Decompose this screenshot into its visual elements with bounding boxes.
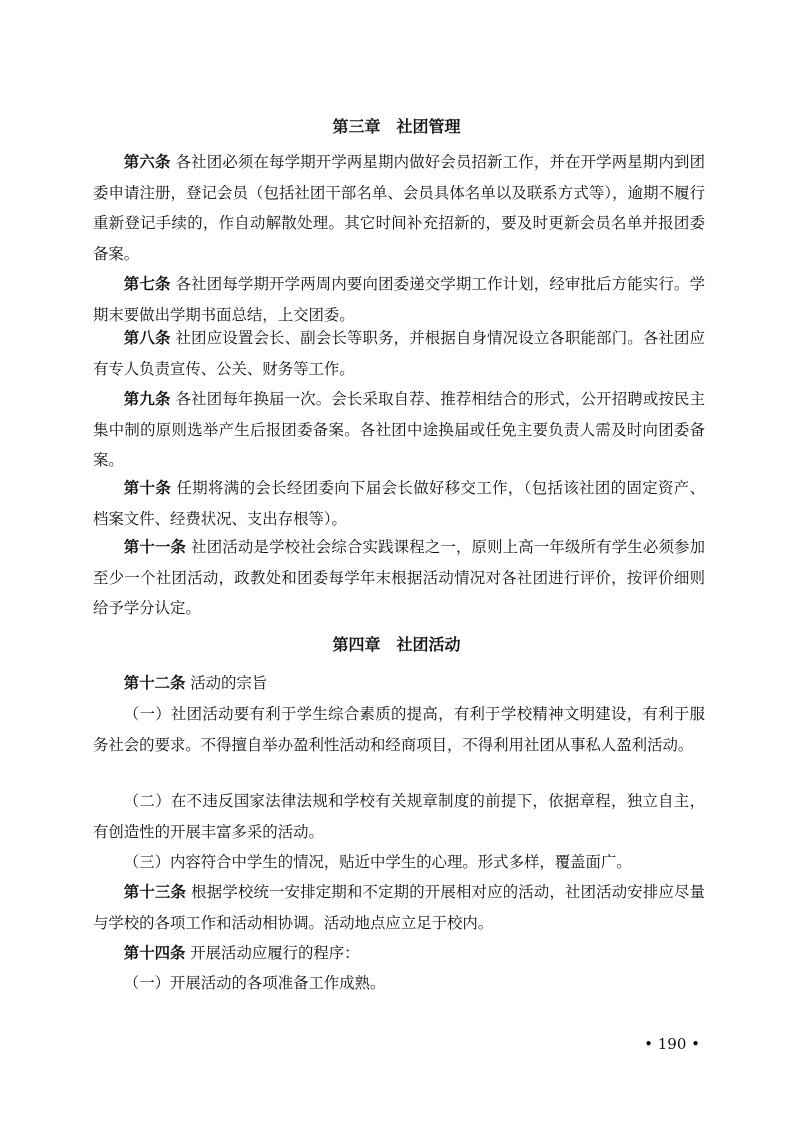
article-7 xyxy=(93,269,705,330)
article-12-item-1: （一）社团活动要有利于学生综合素质的提高，有利于学校精神文明建设，有利于服务社会的要求。不得擅自举办盈利性活动和经商项目，不得利用社团从事私人盈利活动。 xyxy=(93,705,705,754)
article-6-label: 第六条 xyxy=(123,153,171,171)
article-11-text: 社团活动是学校社会综合实践课程之一，原则上高一年级所有学生必须参加至少一个社团活动，政教处和团委每学年末根据活动情况对各社团进行评价，按评价细则给予学分认定。 xyxy=(93,538,705,618)
article-8-label: 第八条 xyxy=(123,329,171,347)
article-11 xyxy=(93,532,705,624)
article-13 xyxy=(93,877,705,938)
article-6 xyxy=(93,147,705,269)
article-6-text: 各社团必须在每学期开学两星期内做好会员招新工作，并在开学两星期内到团委申请注册，登记会员（包括社团干部名单、会员具体名单以及联系方式等），逾期不履行重新登记手续的，作自动解散处理。其它时间补充招新的，要及时更新会员名单并报团委备案。 xyxy=(93,153,705,263)
article-9-text: 各社团每年换届一次。会长采取自荐、推荐相结合的形式，公开招聘或按民主集中制的原则选举产生后报团委备案。各社团中途换届或任免主要负责人需及时向团委备案。 xyxy=(93,390,705,470)
article-7-text: 各社团每学期开学两周内要向团委递交学期工作计划，经审批后方能实行。学期末要做出学期书面总结，上交团委。 xyxy=(93,275,705,324)
article-14-text: 开展活动应履行的程序： xyxy=(185,944,360,962)
article-8 xyxy=(93,323,705,384)
article-14 xyxy=(93,938,705,969)
article-10-text: 任期将满的会长经团委向下届会长做好移交工作，（包括该社团的固定资产、档案文件、经费状况、支出存根等）。 xyxy=(93,479,705,528)
chapter-3-heading: 第三章 社团管理 xyxy=(332,117,461,136)
article-12-text: 活动的宗旨 xyxy=(185,674,268,692)
article-14-item-1: （一）开展活动的各项准备工作成熟。 xyxy=(123,974,386,992)
article-9 xyxy=(93,384,705,476)
article-8-text: 社团应设置会长、副会长等职务，并根据自身情况设立各职能部门。各社团应有专人负责宣传、公关、财务等工作。 xyxy=(93,329,705,378)
article-12 xyxy=(93,668,705,699)
article-7-label: 第七条 xyxy=(123,275,171,293)
article-12-label: 第十二条 xyxy=(123,674,186,692)
page-number: • 190 • xyxy=(644,1035,700,1053)
article-10 xyxy=(93,473,705,534)
chapter-4-heading: 第四章 社团活动 xyxy=(332,635,461,654)
article-13-label: 第十三条 xyxy=(123,883,187,901)
article-11-label: 第十一条 xyxy=(123,538,187,556)
article-12-item-2: （二）在不违反国家法律法规和学校有关规章制度的前提下，依据章程，独立自主，有创造性的开展丰富多采的活动。 xyxy=(93,792,705,841)
article-13-text: 根据学校统一安排定期和不定期的开展相对应的活动，社团活动安排应尽量与学校的各项工作和活动相协调。活动地点应立足于校内。 xyxy=(93,883,705,932)
article-10-label: 第十条 xyxy=(123,479,172,497)
article-14-label: 第十四条 xyxy=(123,944,186,962)
article-9-label: 第九条 xyxy=(123,390,171,408)
article-12-item-3: （三）内容符合中学生的情况，贴近中学生的心理。形式多样，覆盖面广。 xyxy=(123,853,632,871)
